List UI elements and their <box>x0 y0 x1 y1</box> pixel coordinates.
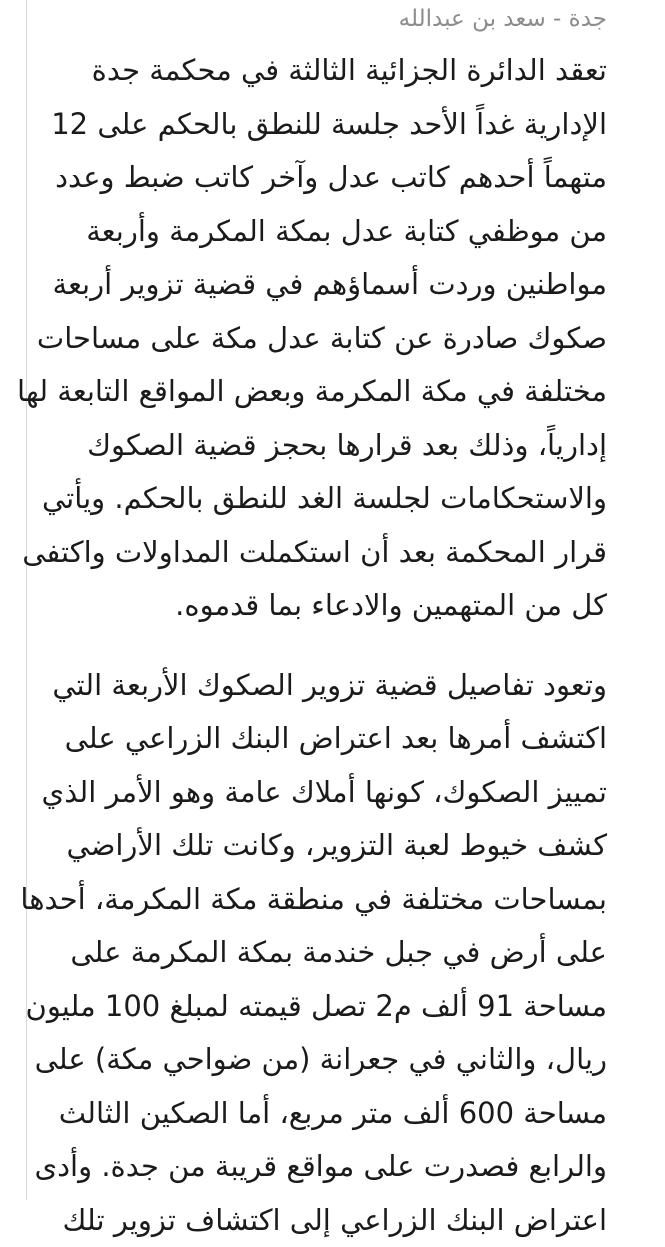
text-line: متهماً أحدهم كاتب عدل وآخر كاتب ضبط وعدد <box>48 151 607 205</box>
text-line: مساحة 91 ألف م2 تصل قيمته لمبلغ 100 مليون <box>48 980 607 1034</box>
text-line: اعتراض البنك الزراعي إلى اكتشاف تزوير تلك <box>48 1194 607 1247</box>
text-line: كل من المتهمين والادعاء بما قدموه. <box>48 579 607 633</box>
text-line: وتعود تفاصيل قضية تزوير الصكوك الأربعة التي <box>48 659 607 713</box>
text-line: قرار المحكمة بعد أن استكملت المداولات واكتفى <box>48 526 607 580</box>
text-line: مختلفة في مكة المكرمة وبعض المواقع التابعة لها <box>48 365 607 419</box>
text-line: تمييز الصكوك، كونها أملاك عامة وهو الأمر الذي <box>48 766 607 820</box>
text-line: بمساحات مختلفة في منطقة مكة المكرمة، أحدها <box>48 873 607 927</box>
text-line: صكوك صادرة عن كتابة عدل مكة على مساحات <box>48 312 607 366</box>
text-line: مواطنين وردت أسماؤهم في قضية تزوير أربعة <box>48 258 607 312</box>
text-line: والاستحكامات لجلسة الغد للنطق بالحكم. ويأتي <box>48 472 607 526</box>
text-line: إدارياً، وذلك بعد قرارها بحجز قضية الصكوك <box>48 419 607 473</box>
text-line: تعقد الدائرة الجزائية الثالثة في محكمة جدة <box>48 44 607 98</box>
text-line: والرابع فصدرت على مواقع قريبة من جدة. وأدى <box>48 1140 607 1194</box>
text-line: من موظفي كتابة عدل بمكة المكرمة وأربعة <box>48 205 607 259</box>
text-line: ريال، والثاني في جعرانة (من ضواحي مكة) على <box>48 1033 607 1087</box>
text-line: اكتشف أمرها بعد اعتراض البنك الزراعي على <box>48 712 607 766</box>
text-line: على أرض في جبل خندمة بمكة المكرمة على <box>48 926 607 980</box>
paragraph-gap <box>48 633 607 659</box>
text-line: كشف خيوط لعبة التزوير، وكانت تلك الأراضي <box>48 819 607 873</box>
byline: جدة - سعد بن عبدالله <box>48 0 607 44</box>
article-body <box>48 0 607 1247</box>
text-line: الإدارية غداً الأحد جلسة للنطق بالحكم على 12 <box>48 98 607 152</box>
text-line: مساحة 600 ألف متر مربع، أما الصكين الثالث <box>48 1087 607 1141</box>
paragraph-2 <box>48 659 607 1247</box>
paragraph-1 <box>48 44 607 633</box>
